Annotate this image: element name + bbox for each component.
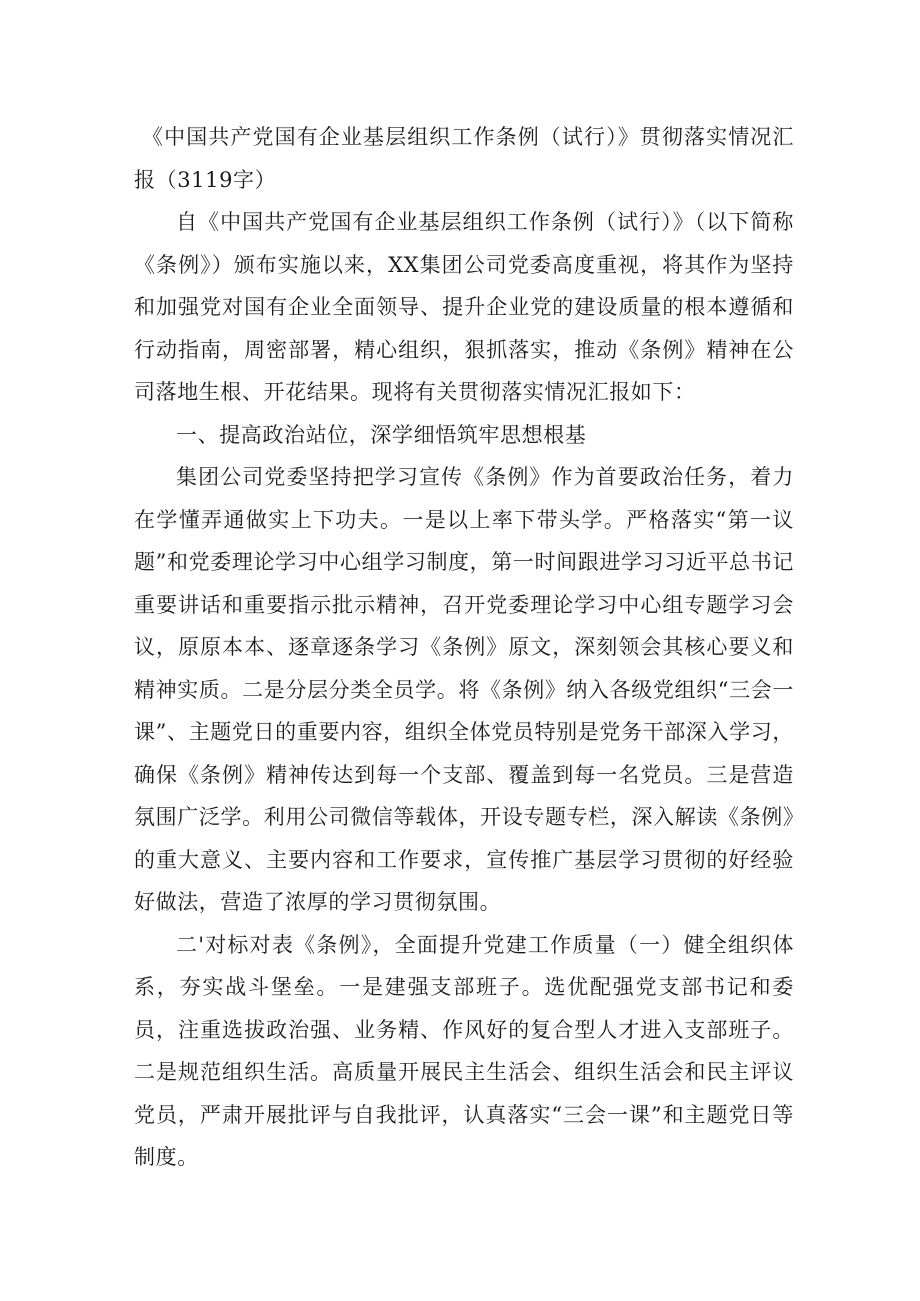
document-title: 《中国共产党国有企业基层组织工作条例（试行）》贯彻落实情况汇报（3119字） (134, 125, 794, 192)
document-body (134, 116, 794, 1179)
section-2-paragraph: 二'对标对表《条例》，全面提升党建工作质量（一）健全组织体系，夯实战斗堡垒。一是建强支部班子。选优配强党支部书记和委员，注重选拔政治强、业务精、作风好的复合型人才进入支部班子。二是规范组织生活。高质量开展民主生活会、组织生活会和民主评议党员，严肃开展批评与自我批评，认真落实“三会一课”和主题党日等制度。 (134, 932, 794, 1169)
section-heading-1: 一、提高政治站位，深学细悟筑牢思想根基 (176, 422, 587, 447)
section-1-paragraph: 集团公司党委坚持把学习宣传《条例》作为首要政治任务，着力在学懂弄通做实上下功夫。一是以上率下带头学。严格落实“第一议题”和党委理论学习中心组学习制度，第一时间跟进学习习近平总书记重要讲话和重要指示批示精神，召开党委理论学习中心组专题学习会议，原原本本、逐章逐条学习《条例》原文，深刻领会其核心要义和精神实质。二是分层分类全员学。将《条例》纳入各级党组织“三会一课”、主题党日的重要内容，组织全体党员特别是党务干部深入学习，确保《条例》精神传达到每一个支部、覆盖到每一名党员。三是营造氛围广泛学。利用公司微信等载体，开设专题专栏，深入解读《条例》的重大意义、主要内容和工作要求，宣传推广基层学习贯彻的好经验好做法，营造了浓厚的学习贯彻氛围。 (134, 465, 794, 914)
intro-paragraph: 自《中国共产党国有企业基层组织工作条例（试行）》（以下简称《条例》）颁布实施以来，XX集团公司党委高度重视，将其作为坚持和加强党对国有企业全面领导、提升企业党的建设质量的根本遵循和行动指南，周密部署，精心组织，狠抓落实，推动《条例》精神在公司落地生根、开花结果。现将有关贯彻落实情况汇报如下： (134, 210, 794, 404)
